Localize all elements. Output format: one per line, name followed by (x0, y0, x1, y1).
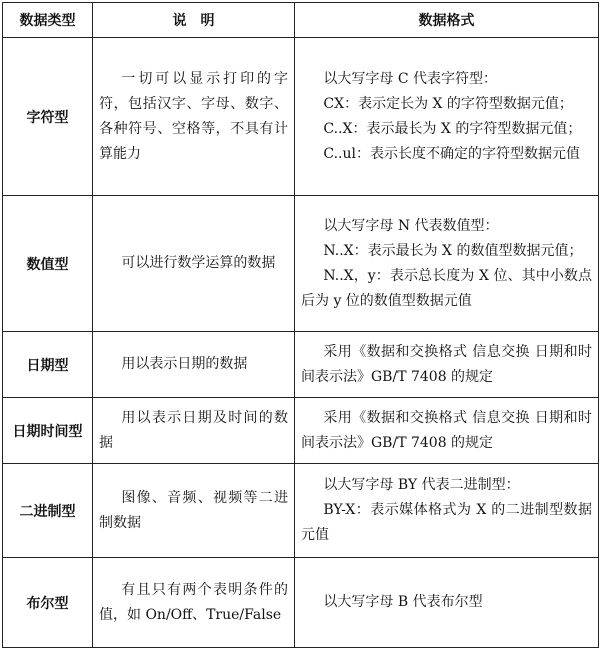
description-cell (93, 196, 295, 332)
data-type-table (2, 2, 599, 648)
format-line: 以大写字母 N 代表数值型： (323, 217, 499, 234)
description-text: 有且只有两个表明条件的值，如 On/Off、True/False (99, 581, 288, 623)
format-line: 采用《数据和交换格式 信息交换 日期和时间表示法》GB/T 7408 的规定 (301, 409, 592, 451)
table-row (3, 398, 599, 464)
table-row (3, 196, 599, 332)
type-cell: 字符型 (3, 38, 93, 196)
header-row (3, 3, 599, 38)
description-text: 可以进行数学运算的数据 (121, 255, 276, 271)
table-row (3, 332, 599, 398)
description-cell (93, 38, 295, 196)
header-description: 说 明 (93, 3, 295, 38)
type-cell: 数值型 (3, 196, 93, 332)
description-cell (93, 558, 295, 648)
format-line: 以大写字母 BY 代表二进制型： (323, 477, 520, 493)
format-cell (295, 398, 599, 464)
format-line: 采用《数据和交换格式 信息交换 日期和时间表示法》GB/T 7408 的规定 (301, 343, 592, 385)
header-type: 数据类型 (3, 3, 93, 38)
description-text: 一切可以显示打印的字符，包括汉字、字母、数字、各种符号、空格等，不具有计算能力 (99, 70, 288, 162)
format-cell (295, 332, 599, 398)
type-cell: 日期型 (3, 332, 93, 398)
type-cell: 布尔型 (3, 558, 93, 648)
description-cell (93, 398, 295, 464)
format-line: 以大写字母 B 代表布尔型 (323, 594, 483, 610)
format-line: CX：表示定长为 X 的字符型数据元值； (323, 95, 573, 112)
header-format: 数据格式 (295, 3, 599, 38)
table-row (3, 38, 599, 196)
format-cell (295, 38, 599, 196)
description-text: 图像、音频、视频等二进制数据 (99, 489, 288, 531)
format-cell (295, 196, 599, 332)
format-cell (295, 464, 599, 558)
format-line: N..X，y：表示总长度为 X 位、其中小数点后为 y 位的数值型数据元值 (301, 267, 592, 309)
description-cell (93, 332, 295, 398)
description-text: 用以表示日期及时间的数据 (99, 409, 288, 451)
table-row (3, 464, 599, 558)
table-row (3, 558, 599, 648)
format-line: C..ul：表示长度不确定的字符型数据元值 (323, 145, 580, 162)
description-cell (93, 464, 295, 558)
format-cell (295, 558, 599, 648)
description-text: 用以表示日期的数据 (121, 356, 248, 372)
format-line: C..X：表示最长为 X 的字符型数据元值； (323, 120, 582, 137)
format-line: N..X：表示最长为 X 的数值型数据元值； (323, 242, 583, 259)
type-cell: 日期时间型 (3, 398, 93, 464)
format-line: 以大写字母 C 代表字符型： (323, 70, 498, 87)
type-cell: 二进制型 (3, 464, 93, 558)
format-line: BY-X：表示媒体格式为 X 的二进制型数据元值 (301, 502, 592, 543)
